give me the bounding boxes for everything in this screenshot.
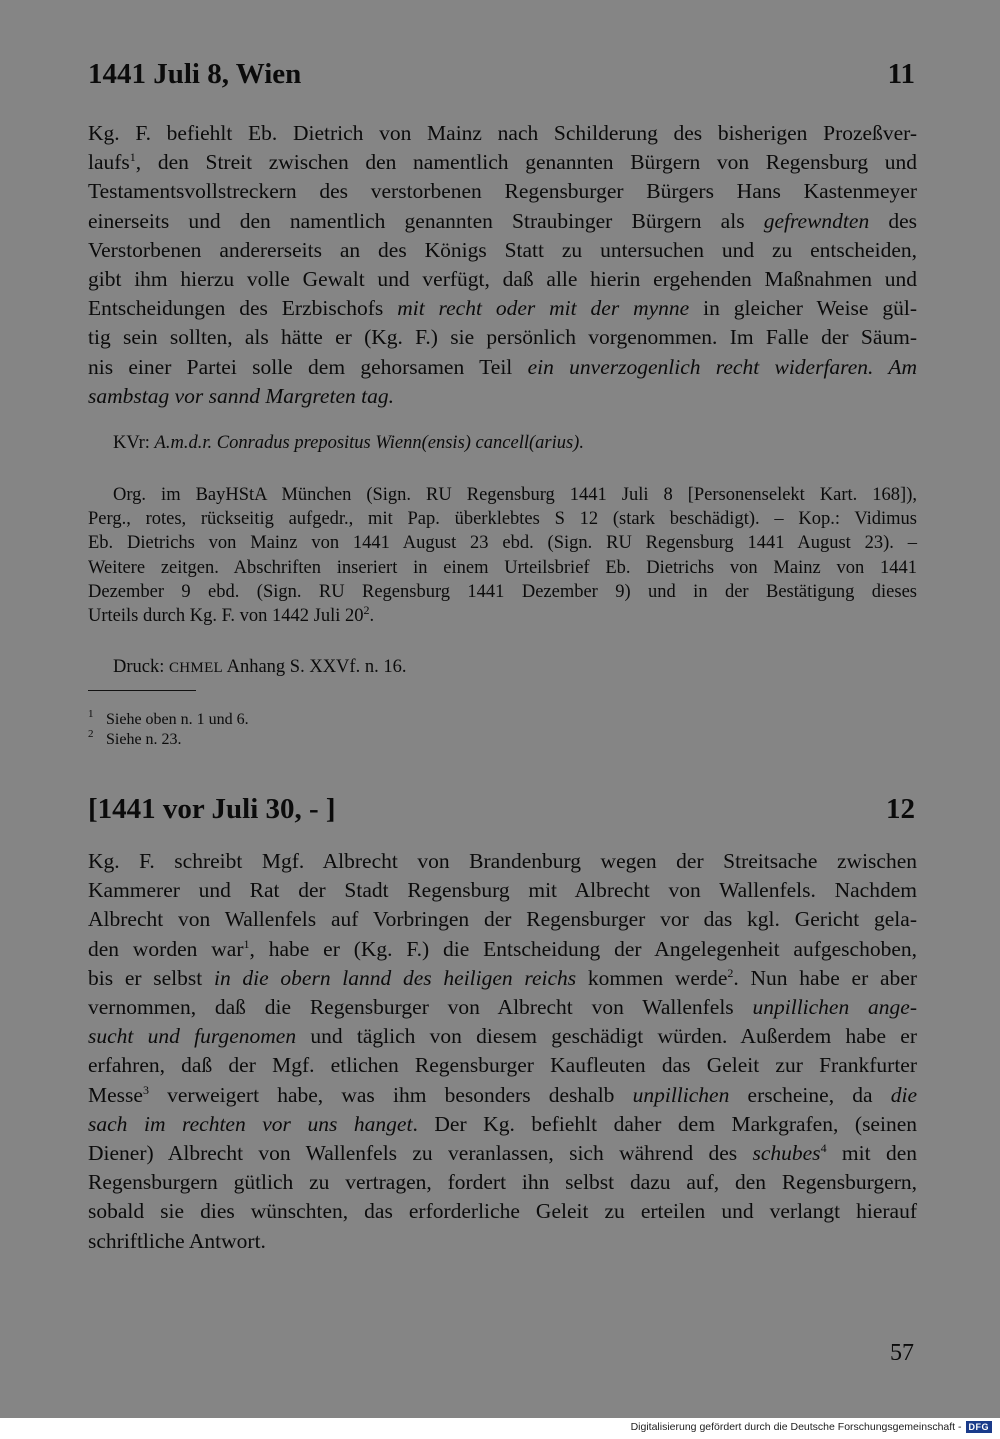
regest-line: verweigert habe, was ihm besonders deshalb — [148, 1082, 633, 1107]
regest-line: laufs — [88, 150, 130, 175]
regest-line: Albrecht von Wallenfels auf Vorbringen der Regensburger vor das kgl. Gericht gela- — [88, 907, 917, 932]
page-number: 57 — [890, 1340, 914, 1366]
footnote-text: Siehe n. 23. — [106, 731, 182, 748]
footnotes — [88, 710, 488, 750]
regest-line: bis er selbst — [88, 965, 214, 990]
quote-text: mit recht oder mit der mynne — [397, 296, 690, 321]
regest-line: kommen werde — [576, 965, 728, 990]
quote-text: sambstag vor sannd Margreten tag. — [88, 383, 394, 408]
footnote-ref[interactable]: 1 — [243, 936, 250, 951]
regest-line: Testamentsvollstreckern des verstorbenen Regensburger Bürgers Hans Kastenmeyer — [88, 179, 917, 204]
quote-text: ein unverzogenlich recht widerfaren. Am — [527, 354, 917, 379]
regest-line: des — [869, 208, 917, 233]
footnote-ref[interactable]: 2 — [727, 965, 734, 980]
note-line: Perg., rotes, rückseitig aufgedr., mit Pap. überklebtes S 12 (stark beschädigt). – Kop.: Vidimus — [88, 509, 917, 530]
quote-text: schubes — [752, 1141, 821, 1166]
footnote-ref[interactable]: 2 — [363, 602, 370, 617]
regest-line: nis einer Partei solle dem gehorsamen Teil — [88, 354, 528, 379]
regest-line: gibt ihm hierzu volle Gewalt und verfügt, daß alle hierin ergehenden Maßnahmen und — [88, 267, 917, 292]
regest-line: und täglich von diesem geschädigt würden. Außerdem habe er — [296, 1024, 917, 1049]
quote-text: sucht und furgenomen — [88, 1024, 297, 1049]
entry-number: 12 — [886, 793, 915, 825]
kvr-text: A.m.d.r. Conradus prepositus Wienn(ensis) cancell(arius). — [154, 433, 584, 453]
entry-date-place: [1441 vor Juli 30, - ] — [88, 793, 336, 825]
regest-line: . Nun habe er aber — [733, 965, 917, 990]
regest-line: mit den — [826, 1141, 917, 1166]
regest-line: Kg. F. schreibt Mgf. Albrecht von Brandenburg wegen der Streitsache zwischen — [88, 849, 917, 873]
note-line: Urteils durch Kg. F. von 1442 Juli 20 — [88, 606, 364, 627]
footnote-mark: 2 — [88, 728, 94, 740]
regest-line: Regensburgern gütlich zu vertragen, fordert ihn selbst dazu auf, den Regensburgern, — [88, 1170, 917, 1195]
original-tradition-note — [88, 483, 917, 628]
note-line: Eb. Dietrichs von Mainz von 1441 August 23 ebd. (Sign. RU Regensburg 1441 August 23). – — [88, 533, 917, 554]
regest-line: schriftliche Antwort. — [88, 1228, 266, 1253]
druck-label: Druck: — [113, 657, 169, 677]
regest-line: Messe — [88, 1082, 143, 1107]
kvr-label: KVr: — [113, 433, 155, 453]
regest-line: . Der Kg. befiehlt daher dem Markgrafen, (seinen — [412, 1111, 917, 1136]
footnote-ref[interactable]: 3 — [142, 1082, 149, 1097]
druck-text: Anhang S. XXVf. n. 16. — [223, 657, 407, 677]
quote-text: unpillichen ange- — [752, 995, 918, 1020]
quote-text: die — [890, 1082, 917, 1107]
regest-text — [88, 119, 917, 411]
regest-line: vernommen, daß die Regensburger von Albrecht von Wallenfels — [88, 995, 753, 1020]
footnote-divider — [88, 690, 196, 691]
footnote — [88, 710, 488, 730]
regest-line: Kammerer und Rat der Stadt Regensburg mit Albrecht von Wallenfels. Nachdem — [88, 878, 917, 903]
regest-line: Entscheidungen des Erzbischofs — [88, 296, 398, 321]
regest-line: Kg. F. befiehlt Eb. Dietrich von Mainz nach Schilderung des bisherigen Prozeßver- — [88, 121, 917, 145]
quote-text: gefrewndten — [763, 208, 870, 233]
regest-line: in gleicher Weise gül- — [689, 296, 918, 321]
footnote-ref[interactable]: 1 — [129, 150, 136, 165]
funding-credit — [631, 1421, 992, 1433]
footnote — [88, 730, 488, 750]
entry-heading — [88, 56, 915, 92]
quote-text: unpillichen — [632, 1082, 730, 1107]
quote-text: in die obern lannd des heiligen reichs — [213, 965, 577, 990]
regest-line: erscheine, da — [729, 1082, 891, 1107]
regest-line: den worden war — [88, 936, 244, 961]
regest-line: , den Streit zwischen den namentlich genannten Bürgern von Regensburg und — [135, 150, 917, 175]
entry-heading — [88, 791, 915, 827]
druck-author: CHMEL — [169, 660, 223, 676]
print-edition-note — [88, 655, 917, 680]
note-line: Weitere zeitgen. Abschriften inseriert in einem Urteilsbrief Eb. Dietrichs von Mainz von 1441 — [88, 557, 917, 578]
entry-date-place: 1441 Juli 8, Wien — [88, 58, 302, 90]
note-line: Dezember 9 ebd. (Sign. RU Regensburg 1441 Dezember 9) und in der Bestätigung dieses — [88, 581, 917, 602]
footnote-text: Siehe oben n. 1 und 6. — [106, 711, 249, 728]
entry-number: 11 — [887, 58, 915, 90]
regest-line: Verstorbenen andererseits an des Königs Statt zu untersuchen und zu entscheiden, — [88, 237, 917, 262]
kvr-note — [88, 431, 917, 455]
regest-line: Diener) Albrecht von Wallenfels zu veranlassen, sich während des — [88, 1141, 753, 1166]
footnote-ref[interactable]: 4 — [820, 1140, 827, 1155]
credit-text: Digitalisierung gefördert durch die Deutsche Forschungsgemeinschaft - — [630, 1421, 962, 1433]
footnote-mark: 1 — [88, 708, 94, 720]
regest-line: tig sein sollten, als hätte er (Kg. F.) sie persönlich vorgenommen. Im Falle der Säum- — [88, 325, 917, 350]
regest-line: einerseits und den namentlich genannten Straubinger Bürgern als — [88, 208, 764, 233]
quote-text: sach im rechten vor uns hanget — [88, 1111, 413, 1136]
note-line: . — [369, 606, 375, 627]
regest-line: sobald sie dies wünschten, das erforderliche Geleit zu erteilen und verlangt hierauf — [88, 1199, 917, 1224]
regest-line: erfahren, daß der Mgf. etlichen Regensburger Kaufleuten das Geleit zur Frankfurter — [88, 1053, 917, 1078]
note-line: Org. im BayHStA München (Sign. RU Regensburg 1441 Juli 8 [Personenselekt Kart. 168]), — [113, 485, 917, 505]
regest-line: , habe er (Kg. F.) die Entscheidung der Angelegenheit aufgeschoben, — [249, 936, 917, 961]
dfg-logo: DFG — [966, 1421, 993, 1433]
regest-text — [88, 847, 917, 1256]
